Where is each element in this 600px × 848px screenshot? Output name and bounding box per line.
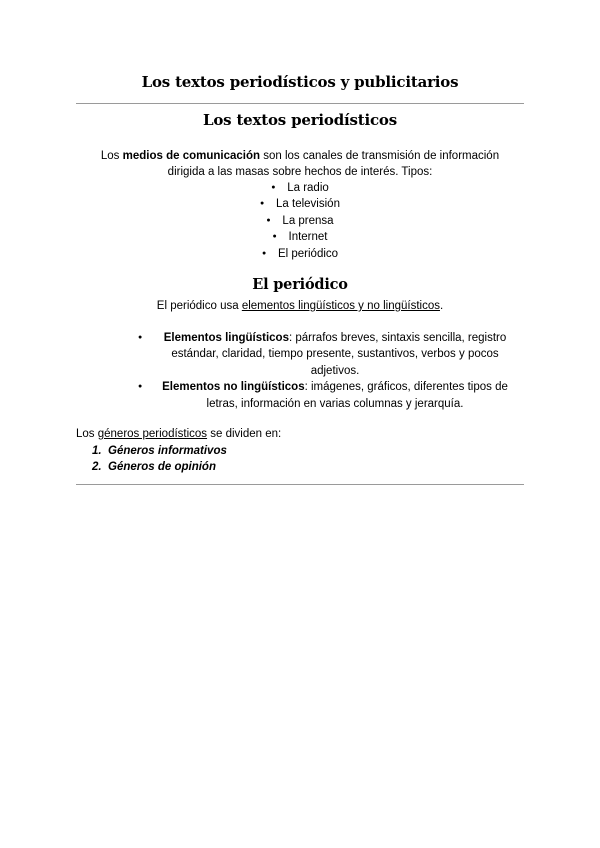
sub-suffix: . [439, 300, 444, 312]
generos-suffix: se dividen en: [207, 428, 282, 440]
generos-link: géneros periodísticos [97, 428, 208, 440]
section-heading-periodico: El periódico [252, 276, 348, 293]
media-types-list [0, 180, 600, 262]
element-description: : imágenes, gráficos, diferentes tipos de letras, información en varias columnas y jerarquía. [206, 381, 508, 410]
list-item: ● La prensa [0, 213, 600, 229]
item-label: Géneros de opinión [108, 461, 216, 474]
bullet-icon: ● [138, 383, 143, 391]
intro-prefix: Los [100, 150, 123, 162]
section-heading-textos: Los textos periodísticos [203, 111, 397, 129]
intro-paragraph [86, 148, 514, 181]
list-item [76, 443, 227, 459]
element-term: Elementos lingüísticos [163, 332, 289, 344]
list-item: ● Internet [0, 229, 600, 245]
element-description: : párrafos breves, sintaxis sencilla, registro estándar, claridad, tiempo presente, sustantivos, verbos y pocos adjetivos. [171, 332, 507, 377]
intro-bold-term: medios de comunicación [122, 150, 261, 162]
generos-prefix: Los [76, 428, 98, 440]
list-item: ● La radio [0, 180, 600, 196]
list-item: ● El periódico [0, 246, 600, 262]
item-number: 2. [92, 461, 102, 474]
elements-list [138, 330, 524, 412]
intro-rest: son los canales de transmisión de información dirigida a las masas sobre hechos de interés. Tipos: [167, 150, 500, 179]
list-item [138, 379, 524, 412]
item-number: 1. [92, 445, 102, 457]
top-divider [76, 103, 524, 104]
sub-prefix: El periódico usa [156, 300, 242, 312]
document-title: Los textos periodísticos y publicitarios [141, 73, 459, 91]
periodico-paragraph [0, 298, 600, 314]
bottom-divider [76, 484, 524, 485]
elementos-link: elementos lingüísticos y no lingüísticos [241, 300, 440, 312]
generos-list [76, 443, 227, 476]
generos-paragraph [76, 426, 281, 442]
list-item [76, 459, 227, 475]
element-term: Elementos no lingüísticos [162, 381, 305, 394]
list-item: ● La televisión [0, 196, 600, 212]
bullet-icon: ● [138, 334, 143, 341]
item-label: Géneros informativos [108, 445, 227, 457]
list-item [138, 330, 524, 379]
